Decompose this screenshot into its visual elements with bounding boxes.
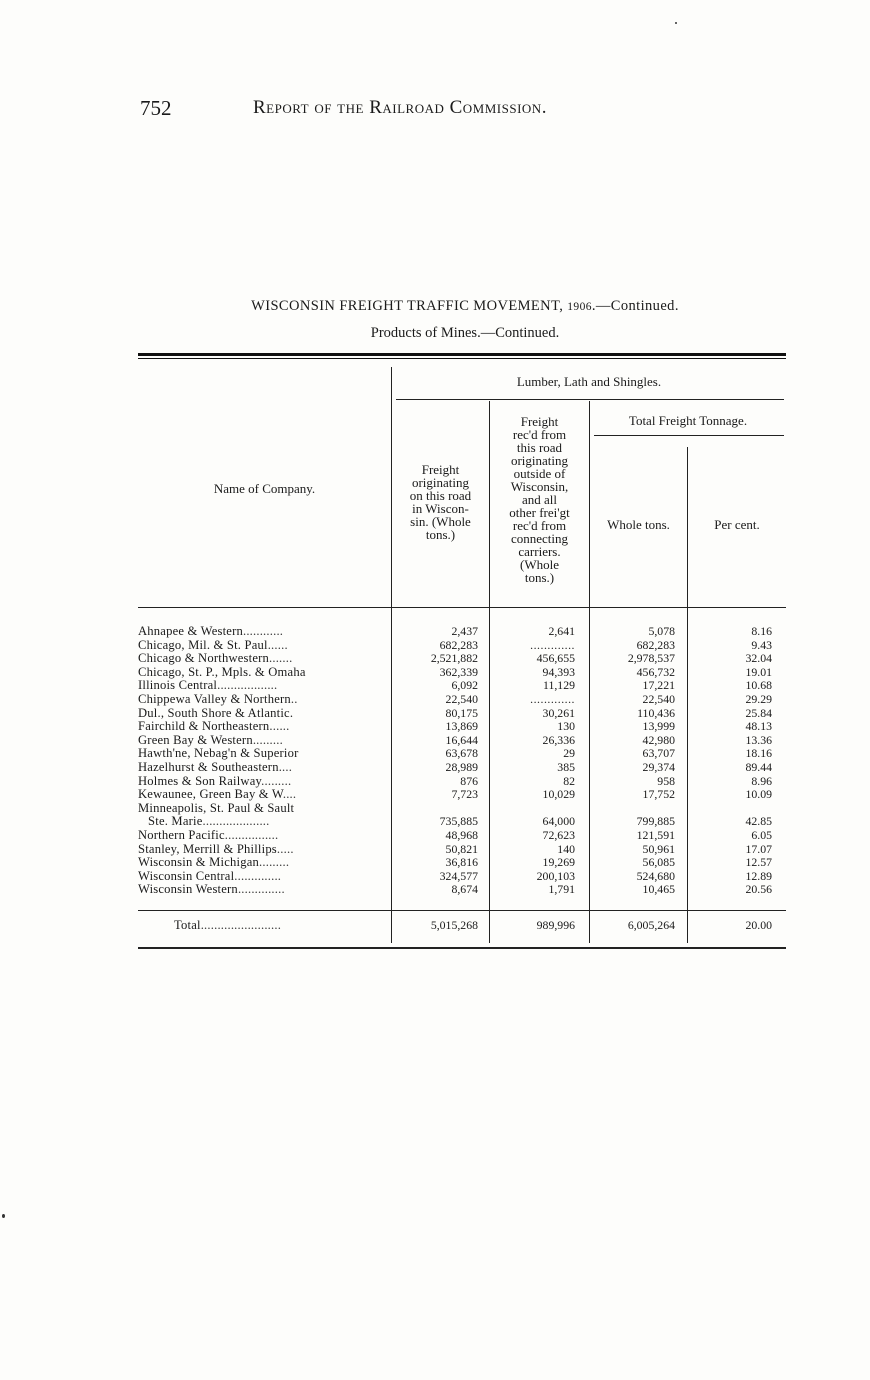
table-bottom-rule xyxy=(138,947,786,949)
name-of-company-header: Name of Company. xyxy=(213,481,316,496)
table-row xyxy=(138,666,786,680)
per-cent-value: 20.56 xyxy=(745,882,772,897)
company-name-text: Chicago & Northwestern xyxy=(138,652,270,666)
print-speck xyxy=(675,22,677,24)
col2-header-line: tons.) xyxy=(524,570,555,585)
freight-originating-value: 63,678 xyxy=(445,746,478,761)
table-row xyxy=(138,734,786,748)
whole-tons-value: 456,732 xyxy=(636,664,675,679)
freight-originating-value: 362,339 xyxy=(439,664,478,679)
freight-received-value: ............. xyxy=(530,637,575,652)
freight-originating-value: 7,723 xyxy=(451,787,478,802)
leader-dots: .... xyxy=(282,788,297,802)
leader-dots: ...... xyxy=(269,720,290,734)
whole-tons-value: 17,752 xyxy=(642,787,675,802)
leader-dots: ......... xyxy=(252,733,283,747)
freight-originating-value: 2,521,882 xyxy=(430,651,478,666)
table-title-year: 1906 xyxy=(567,301,592,313)
total-rule xyxy=(138,910,786,911)
table-row xyxy=(138,788,786,802)
freight-originating-value: 22,540 xyxy=(445,692,478,706)
freight-originating-value: 324,577 xyxy=(439,868,478,883)
freight-originating-value: 16,644 xyxy=(445,732,478,747)
leader-dots: ............ xyxy=(242,625,284,638)
company-name-text: Holmes & Son Railway xyxy=(138,774,262,788)
freight-received-value: 72,623 xyxy=(542,828,575,842)
col1-header-line: Freight xyxy=(421,462,460,477)
freight-received-value: 130 xyxy=(557,719,575,734)
per-cent-value: 12.57 xyxy=(745,855,772,870)
company-name xyxy=(138,919,390,933)
whole-tons-value: 682,283 xyxy=(636,637,675,652)
col2-header-line: other frei'gt xyxy=(509,505,570,520)
company-name-text: Chicago, Mil. & St. Paul xyxy=(138,638,268,652)
per-cent-value: 13.36 xyxy=(745,732,772,747)
freight-originating-value: 80,175 xyxy=(445,705,478,720)
per-cent-value: 25.84 xyxy=(745,705,772,720)
col1-header-line: originating xyxy=(411,475,470,490)
whole-tons-value: 110,436 xyxy=(637,705,675,720)
company-name xyxy=(138,856,390,870)
table-row xyxy=(138,639,786,653)
col1-header-line: tons.) xyxy=(425,527,456,542)
col2-header-line: originating xyxy=(510,453,569,468)
leader-dots: ......... xyxy=(259,856,290,870)
per-cent-value: 8.16 xyxy=(751,624,772,638)
col1-header-line: in Wiscon- xyxy=(412,501,469,516)
col2-header-line: connecting xyxy=(510,531,569,546)
lumber-group-header: Lumber, Lath and Shingles. xyxy=(516,374,662,389)
whole-tons-value: 50,961 xyxy=(642,841,675,856)
leader-dots: ......... xyxy=(261,774,292,788)
freight-received-value: 989,996 xyxy=(536,918,575,932)
freight-received-value: 19,269 xyxy=(542,855,575,870)
whole-tons-value: 6,005,264 xyxy=(627,918,675,932)
per-cent-value: 29.29 xyxy=(745,692,772,706)
total-tonnage-rule xyxy=(594,435,784,436)
col2-header-line: rec'd from xyxy=(512,427,567,442)
table-row xyxy=(138,720,786,734)
freight-received-value: 10,029 xyxy=(542,787,575,802)
freight-originating-value: 682,283 xyxy=(439,637,478,652)
company-name-text: Total xyxy=(174,919,201,932)
per-cent-value: 12.89 xyxy=(745,868,772,883)
company-name-text: Minneapolis, St. Paul & Sault xyxy=(138,801,295,815)
whole-tons-value: 17,221 xyxy=(642,678,675,693)
table-row xyxy=(138,679,786,693)
print-speck xyxy=(2,1214,5,1218)
freight-originating-value: 876 xyxy=(460,773,478,788)
whole-tons-value: 42,980 xyxy=(642,732,675,747)
company-name-text: Northern Pacific xyxy=(138,829,225,842)
company-name xyxy=(138,734,390,748)
table-title xyxy=(140,298,790,315)
top-double-rule-lower xyxy=(138,358,786,359)
freight-originating-value: 735,885 xyxy=(439,814,478,829)
whole-tons-header: Whole tons. xyxy=(607,517,670,532)
freight-received-value: 30,261 xyxy=(542,705,575,720)
freight-received-value: 385 xyxy=(557,760,575,774)
whole-tons-value: 56,085 xyxy=(642,855,675,870)
table-row xyxy=(138,843,786,857)
table-row xyxy=(138,693,786,707)
table-row xyxy=(138,883,786,897)
whole-tons-value: 63,707 xyxy=(642,746,675,761)
company-name xyxy=(138,883,390,897)
company-name xyxy=(138,843,390,857)
per-cent-value: 6.05 xyxy=(751,828,772,842)
table-row xyxy=(138,802,786,816)
company-name xyxy=(138,870,390,884)
table-row xyxy=(138,747,786,761)
company-name-text: Ste. Marie xyxy=(138,815,203,829)
col2-header-line: this road xyxy=(516,440,563,455)
whole-tons-value: 958 xyxy=(657,773,675,788)
per-cent-value: 18.16 xyxy=(745,746,772,761)
table-row xyxy=(138,761,786,775)
col2-header-line: Wisconsin, xyxy=(510,479,569,494)
leader-dots: .............. xyxy=(237,883,285,897)
col2-header-line: carriers. xyxy=(518,544,561,559)
company-name xyxy=(138,679,390,693)
whole-tons-value: 13,999 xyxy=(642,719,675,734)
freight-received-value: 456,655 xyxy=(536,651,575,666)
whole-tons-value: 22,540 xyxy=(642,692,675,706)
company-name-text: Fairchild & Northeastern xyxy=(138,720,270,734)
company-name-text: Illinois Central xyxy=(138,679,218,693)
freight-received-value: 1,791 xyxy=(548,882,575,897)
company-name xyxy=(138,747,390,761)
company-name-text: Hazelhurst & Southeastern xyxy=(138,761,279,774)
company-name xyxy=(138,788,390,802)
freight-received-value: 29 xyxy=(563,746,575,761)
header-bottom-rule xyxy=(138,607,786,608)
leader-dots: .. xyxy=(290,693,298,706)
company-name-text: Hawth'ne, Nebag'n & Superior xyxy=(138,747,299,761)
per-cent-header: Per cent. xyxy=(714,517,760,532)
company-name xyxy=(138,652,390,666)
freight-received-value: 26,336 xyxy=(542,732,575,747)
company-name xyxy=(138,625,390,639)
table-subtitle: Products of Mines.—Continued. xyxy=(370,325,560,341)
freight-originating-value: 6,092 xyxy=(451,678,478,693)
freight-originating-value: 8,674 xyxy=(451,882,478,897)
company-name xyxy=(138,829,390,843)
table-row xyxy=(138,829,786,843)
freight-received-value: 64,000 xyxy=(542,814,575,829)
freight-originating-value: 36,816 xyxy=(445,855,478,870)
per-cent-value: 42.85 xyxy=(745,814,772,829)
whole-tons-value: 29,374 xyxy=(642,760,675,774)
whole-tons-value: 5,078 xyxy=(648,624,675,638)
freight-received-value: 82 xyxy=(563,773,575,788)
company-name-text: Ahnapee & Western xyxy=(138,625,243,638)
per-cent-value: 19.01 xyxy=(745,664,772,679)
leader-dots: ........................ xyxy=(200,919,282,932)
leader-dots: ................ xyxy=(224,829,279,842)
leader-dots: .... xyxy=(278,761,293,774)
company-name xyxy=(138,707,390,721)
col1-header xyxy=(392,463,489,541)
per-cent-value: 48.13 xyxy=(745,719,772,734)
per-cent-value: 9.43 xyxy=(751,637,772,652)
whole-tons-value: 2,978,537 xyxy=(627,651,675,666)
freight-received-value: 2,641 xyxy=(548,624,575,638)
company-name xyxy=(138,802,390,816)
page-number: 752 xyxy=(140,96,172,120)
col2-header-line: rec'd from xyxy=(512,518,567,533)
company-name-text: Wisconsin Central xyxy=(138,869,235,883)
col2-header-line: (Whole xyxy=(520,557,559,572)
company-name xyxy=(138,775,390,789)
per-cent-value: 89.44 xyxy=(745,760,772,774)
leader-dots: .................. xyxy=(217,679,278,693)
col1-header-line: sin. (Whole xyxy=(410,514,471,529)
leader-dots: ....... xyxy=(269,652,293,666)
company-name xyxy=(138,693,390,707)
whole-tons-value: 524,680 xyxy=(636,868,675,883)
table-title-main: WISCONSIN FREIGHT TRAFFIC MOVEMENT, xyxy=(251,298,564,314)
company-name xyxy=(138,720,390,734)
freight-originating-value: 28,989 xyxy=(445,760,478,774)
leader-dots: .............. xyxy=(234,869,282,883)
company-name-text: Chippewa Valley & Northern xyxy=(138,693,291,706)
table-row xyxy=(138,870,786,884)
company-name-text: Wisconsin & Michigan xyxy=(138,856,260,870)
whole-tons-value: 121,591 xyxy=(636,828,675,842)
col2-header-line: Freight xyxy=(520,414,559,429)
freight-originating-value: 2,437 xyxy=(451,624,478,638)
company-name-text: Chicago, St. P., Mpls. & Omaha xyxy=(138,665,306,679)
per-cent-value: 20.00 xyxy=(745,918,772,932)
company-name-text: Dul., South Shore & Atlantic. xyxy=(138,706,294,720)
freight-originating-value: 48,968 xyxy=(445,828,478,842)
company-name xyxy=(138,815,390,829)
per-cent-value: 10.09 xyxy=(745,787,772,802)
leader-dots: ...... xyxy=(267,638,288,652)
col2-header-line: and all xyxy=(521,492,557,507)
table-row xyxy=(138,919,786,933)
table-row xyxy=(138,815,786,829)
table-row xyxy=(138,775,786,789)
company-name-text: Wisconsin Western xyxy=(138,883,238,897)
table-row xyxy=(138,625,786,639)
table-title-suffix: .—Continued. xyxy=(591,298,679,314)
company-name-text: Kewaunee, Green Bay & W xyxy=(138,788,283,802)
company-name-text: Stanley, Merrill & Phillips xyxy=(138,842,277,856)
freight-originating-value: 13,869 xyxy=(445,719,478,734)
freight-received-value: 11,129 xyxy=(542,678,575,693)
running-head: Report of the Railroad Commission. xyxy=(253,97,547,118)
per-cent-value: 10.68 xyxy=(745,678,772,693)
per-cent-value: 32.04 xyxy=(745,651,772,666)
top-double-rule-upper xyxy=(138,353,786,356)
freight-table xyxy=(138,367,786,949)
total-freight-tonnage-header: Total Freight Tonnage. xyxy=(628,413,748,428)
freight-received-value: 140 xyxy=(557,841,575,856)
table-row xyxy=(138,652,786,666)
whole-tons-value: 10,465 xyxy=(642,882,675,897)
freight-originating-value: 5,015,268 xyxy=(430,918,478,932)
company-name xyxy=(138,666,390,680)
freight-received-value: 94,393 xyxy=(542,664,575,679)
freight-received-value: ............. xyxy=(530,692,575,706)
company-name xyxy=(138,761,390,775)
per-cent-value: 17.07 xyxy=(745,841,772,856)
col2-header-line: outside of xyxy=(513,466,566,481)
table-row xyxy=(138,707,786,721)
per-cent-value: 8.96 xyxy=(751,773,772,788)
whole-tons-value: 799,885 xyxy=(636,814,675,829)
freight-received-value: 200,103 xyxy=(536,868,575,883)
col2-header xyxy=(490,415,589,584)
leader-dots: ..... xyxy=(276,842,294,856)
col1-header-line: on this road xyxy=(409,488,472,503)
company-name-text: Green Bay & Western xyxy=(138,733,253,747)
group-header-rule xyxy=(396,399,784,400)
table-row xyxy=(138,856,786,870)
company-name xyxy=(138,639,390,653)
leader-dots: .................... xyxy=(202,815,270,829)
freight-originating-value: 50,821 xyxy=(445,841,478,856)
